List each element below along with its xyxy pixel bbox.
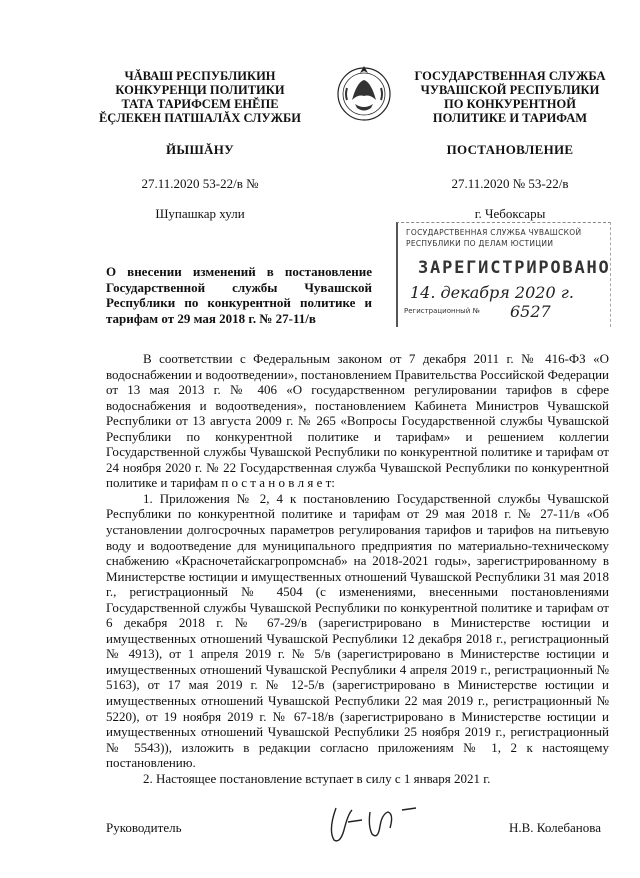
header-right-line-1: ГОСУДАРСТВЕННАЯ СЛУЖБА <box>414 69 606 83</box>
doc-type-chuvash: ЙЫШĂНУ <box>166 142 234 157</box>
doc-number-russian: 27.11.2020 № 53-22/в <box>451 176 569 191</box>
document-body <box>106 351 609 786</box>
stamp-date-handwritten: 14. декабря 2020 г. <box>410 283 574 302</box>
header-russian <box>395 69 625 125</box>
city-russian: г. Чебоксары <box>474 206 546 221</box>
signature-title: Руководитель <box>106 820 182 835</box>
stamp-org-line-2: РЕСПУБЛИКИ ПО ДЕЛАМ ЮСТИЦИИ <box>406 239 554 248</box>
doc-number-chuvash: 27.11.2020 53-22/в № <box>141 176 259 191</box>
stamp-title: ЗАРЕГИСТРИРОВАНО <box>418 258 611 278</box>
header-chuvash <box>80 69 320 125</box>
body-paragraph-item-2: 2. Настоящее постановление вступает в силу с 1 января 2021 г. <box>143 770 491 786</box>
body-paragraph-item-1: 1. Приложения № 2, 4 к постановлению Государственной службы Чувашской Республики по конкурентной политике и тарифам от 29 мая 2018 г. № 27-11/в «Об установлении долгосрочных параметров регулирования тарифов и тарифов на питьевую воду и водоотведение для муниципального предприятия по материально-техническому снабжению «Красночетайскагропромснаб» на 2018-2021 годы», зарегистрированному в Министерстве юстиции и имущественных отношений Чувашской Республики 31 мая 2018 г., регистрационный № 4504 (с изменениями, внесенными постановлениями Государственной службы Чувашской Республики по конкурентной политике и тарифам от 6 декабря 2018 г. № 67-29/в (зарегистрировано в Министерстве юстиции и имущественных отношений Чувашской Республики 12 декабря 2018 г., регистрационный № 4913), от 1 апреля 2019 г. № 5/в (зарегистрировано в Министерстве юстиции и имущественных отношений Чувашской Республики 4 апреля 2019 г., регистрационный № 5163), от 17 мая 2019 г. № 12-5/в (зарегистрировано в Министерстве юстиции и имущественных отношений Чувашской Республики 22 мая 2019 г., регистрационный № 5220), от 19 ноября 2019 г. № 67-18/в (зарегистрировано в Министерстве юстиции и имущественных отношений Чувашской Республики 25 ноября 2019 г., регистрационный № 5543)), изложить в редакции согласно приложениям № 1, 2 к настоящему постановлению. <box>106 490 609 771</box>
body-paragraph-preamble: В соответствии с Федеральным законом от 7 декабря 2011 г. № 416-ФЗ «О водоснабжении и водоотведении», постановлением Правительства Российской Федерации от 13 мая 2013 г. № 406 «О государственном регулировании тарифов в сфере водоснабжения и водоотведения», постановлением Кабинета Министров Чувашской Республики от 13 августа 2009 г. № 265 «Вопросы Государственной службы Чувашской Республики по конкурентной политике и тарифам» и решением коллегии Государственной службы Чувашской Республики по конкурентной политике и тарифам от 24 ноября 2020 г. № 22 Государственная служба Чувашской Республики по конкурентной политике и тарифам п о с т а н о в л я е т: <box>106 351 609 491</box>
header-left-line-3: ТАТА ТАРИФСЕМ ЕНĔПЕ <box>121 97 279 111</box>
stamp-reg-label: Регистрационный № <box>404 307 480 315</box>
city-chuvash: Шупашкар хули <box>155 206 245 221</box>
header-right-line-4: ПОЛИТИКЕ И ТАРИФАМ <box>432 111 588 125</box>
stamp-reg-number: 6527 <box>510 302 551 321</box>
registration-stamp <box>396 222 611 327</box>
header-left-line-1: ЧĂВАШ РЕСПУБЛИКИН <box>124 69 276 83</box>
header-left-line-4: ĔÇЛЕКЕН ПАТШАЛĂХ СЛУЖБИ <box>98 111 302 125</box>
handwritten-signature-icon <box>318 800 458 850</box>
header-left-line-2: КОНКУРЕНЦИ ПОЛИТИКИ <box>115 83 285 97</box>
document-subject: О внесении изменений в постановление Государственной службы Чувашской Республики по конкурентной политике и тарифам от 29 мая 2018 г. № 27-11/в <box>106 264 372 326</box>
header-right-line-3: ПО КОНКУРЕНТНОЙ <box>444 97 576 111</box>
emblem-icon <box>335 60 393 124</box>
stamp-date-line <box>410 283 606 303</box>
header-right-line-2: ЧУВАШСКОЙ РЕСПУБЛИКИ <box>420 83 600 97</box>
doc-type-russian: ПОСТАНОВЛЕНИЕ <box>446 142 574 157</box>
stamp-org-line-1: ГОСУДАРСТВЕННАЯ СЛУЖБА ЧУВАШСКОЙ <box>406 228 582 237</box>
signatory-name: Н.В. Колебанова <box>509 820 601 835</box>
